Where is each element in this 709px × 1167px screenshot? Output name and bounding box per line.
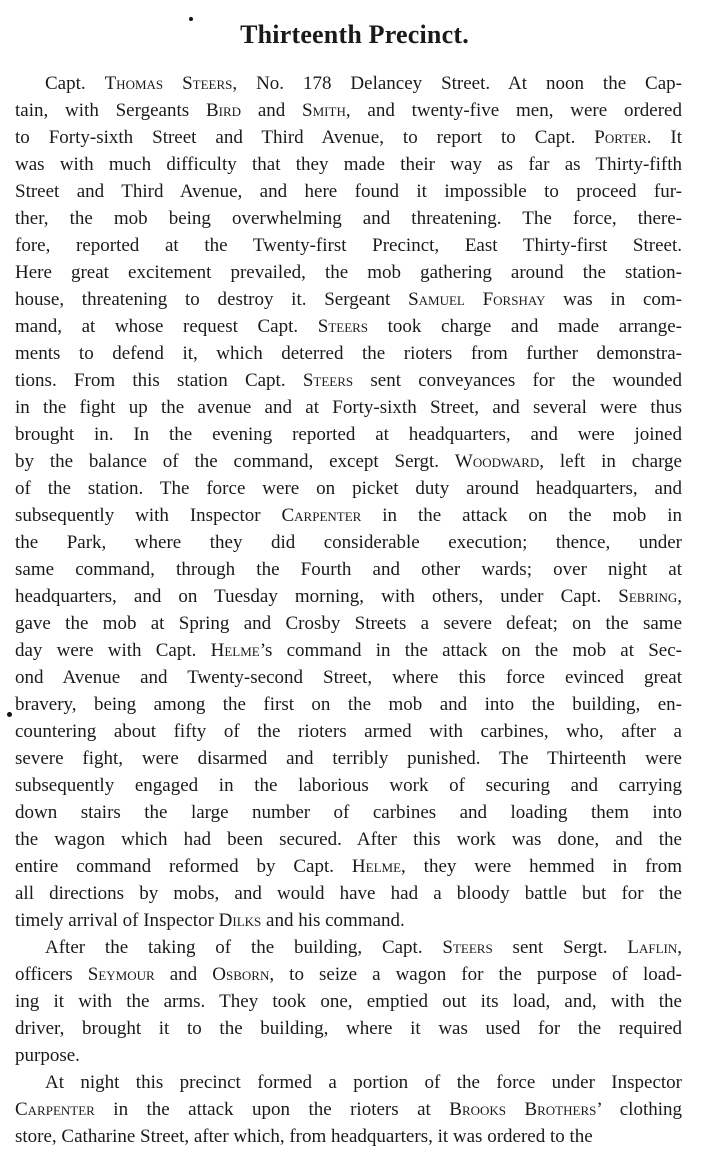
proper-name: Steers: [317, 316, 369, 337]
proper-name: Bird: [205, 100, 242, 121]
text-line: [15, 421, 682, 448]
proper-name: Woodward: [454, 451, 540, 472]
proper-name: Carpenter: [15, 1099, 95, 1120]
text-run: mand, at whose request Capt.: [15, 316, 318, 337]
proper-name: Osborn: [212, 964, 270, 985]
text-run: ’s command in the attack on the mob at Sec-: [259, 640, 682, 661]
text-line: [15, 853, 682, 880]
text-run: house, threatening to destroy it. Sergeant: [15, 289, 409, 310]
text-line: [15, 718, 682, 745]
text-line: [15, 772, 682, 799]
text-run: of the station. The force were on picket duty around headquarters, and: [15, 478, 682, 499]
text-line: [15, 556, 682, 583]
text-run: driver, brought it to the building, where it was used for the required: [15, 1018, 682, 1039]
text-run: , and twenty-five men, were ordered: [345, 100, 682, 121]
text-run: ,: [677, 586, 682, 607]
text-run: in the fight up the avenue and at Forty-sixth Street, and several were thus: [15, 397, 682, 418]
text-run: and: [241, 100, 303, 121]
text-run: ments to defend it, which deterred the rioters from further demonstra-: [15, 343, 682, 364]
text-line: [15, 313, 682, 340]
text-line: [15, 340, 682, 367]
text-run: store, Catharine Street, after which, from headquarters, it was ordered to the: [15, 1126, 593, 1147]
body-text: [15, 70, 682, 1150]
text-run: sent Sergt.: [492, 937, 628, 958]
proper-name: Seymour: [87, 964, 155, 985]
text-line: [15, 610, 682, 637]
text-line: [15, 70, 682, 97]
text-run: At night this precinct formed a portion of the force under Inspector: [45, 1072, 682, 1093]
text-line: [15, 529, 682, 556]
text-run: same command, through the Fourth and other wards; over night at: [15, 559, 682, 580]
text-run: Capt.: [45, 73, 105, 94]
text-line: [15, 637, 682, 664]
text-line: [15, 1042, 682, 1069]
text-run: brought in. In the evening reported at headquarters, and were joined: [15, 424, 682, 445]
proper-name: Sebring: [618, 586, 678, 607]
text-line: [15, 664, 682, 691]
text-run: ’ clothing: [596, 1099, 682, 1120]
proper-name: Smith: [302, 100, 346, 121]
text-line: [15, 907, 682, 934]
proper-name: Brooks Brothers: [449, 1099, 597, 1120]
text-run: purpose.: [15, 1045, 80, 1066]
print-speck: [7, 712, 12, 717]
text-run: severe fight, were disarmed and terribly punished. The Thirteenth were: [15, 748, 682, 769]
text-line: [15, 151, 682, 178]
text-line: [15, 1015, 682, 1042]
text-run: , to seize a wagon for the purpose of load-: [269, 964, 682, 985]
text-line: [15, 286, 682, 313]
text-line: [15, 448, 682, 475]
text-line: [15, 1123, 682, 1150]
text-line: [15, 934, 682, 961]
text-line: [15, 124, 682, 151]
text-run: by the balance of the command, except Sergt.: [15, 451, 455, 472]
text-run: headquarters, and on Tuesday morning, with others, under Capt.: [15, 586, 619, 607]
text-run: timely arrival of Inspector: [15, 910, 219, 931]
text-line: [15, 826, 682, 853]
text-line: [15, 880, 682, 907]
text-run: down stairs the large number of carbines and loading them into: [15, 802, 682, 823]
text-run: subsequently with Inspector: [15, 505, 282, 526]
text-run: ,: [677, 937, 682, 958]
text-run: the Park, where they did considerable execution; thence, under: [15, 532, 682, 553]
text-run: Here great excitement prevailed, the mob gathering around the station-: [15, 262, 682, 283]
text-line: [15, 1069, 682, 1096]
proper-name: Samuel Forshay: [408, 289, 546, 310]
text-run: , they were hemmed in from: [401, 856, 682, 877]
text-run: , left in charge: [539, 451, 682, 472]
text-line: [15, 259, 682, 286]
text-run: and: [154, 964, 213, 985]
text-line: [15, 799, 682, 826]
text-run: countering about fifty of the rioters armed with carbines, who, after a: [15, 721, 682, 742]
text-run: all directions by mobs, and would have had a bloody battle but for the: [15, 883, 682, 904]
text-line: [15, 97, 682, 124]
proper-name: Helme: [210, 640, 260, 661]
text-run: tain, with Sergeants: [15, 100, 206, 121]
proper-name: Porter: [594, 127, 647, 148]
text-line: [15, 178, 682, 205]
text-line: [15, 583, 682, 610]
text-run: was with much difficulty that they made their way as far as Thirty-fifth: [15, 154, 682, 175]
text-run: ther, the mob being overwhelming and threatening. The force, there-: [15, 208, 682, 229]
text-run: day were with Capt.: [15, 640, 211, 661]
text-run: subsequently engaged in the laborious work of securing and carrying: [15, 775, 682, 796]
text-line: [15, 475, 682, 502]
text-run: After the taking of the building, Capt.: [45, 937, 443, 958]
text-run: . It: [646, 127, 682, 148]
text-line: [15, 232, 682, 259]
text-line: [15, 502, 682, 529]
text-run: sent conveyances for the wounded: [353, 370, 683, 391]
text-line: [15, 367, 682, 394]
text-line: [15, 745, 682, 772]
text-run: Street and Third Avenue, and here found it impossible to proceed fur-: [15, 181, 682, 202]
print-speck: [189, 17, 193, 21]
text-run: tions. From this station Capt.: [15, 370, 303, 391]
text-line: [15, 394, 682, 421]
text-run: to Forty-sixth Street and Third Avenue, to report to Capt.: [15, 127, 595, 148]
text-line: [15, 691, 682, 718]
text-run: ond Avenue and Twenty-second Street, where this force evinced great: [15, 667, 682, 688]
text-run: gave the mob at Spring and Crosby Streets a severe defeat; on the same: [15, 613, 682, 634]
proper-name: Dilks: [218, 910, 262, 931]
text-run: the wagon which had been secured. After this work was done, and the: [15, 829, 682, 850]
text-run: in the attack upon the rioters at: [94, 1099, 450, 1120]
text-run: officers: [15, 964, 88, 985]
proper-name: Steers: [302, 370, 354, 391]
text-run: and his command.: [261, 910, 405, 931]
page-title: Thirteenth Precinct.: [240, 20, 469, 49]
text-line: [15, 1096, 682, 1123]
text-run: bravery, being among the first on the mob and into the building, en-: [15, 694, 682, 715]
text-run: fore, reported at the Twenty-first Precinct, East Thirty-first Street.: [15, 235, 682, 256]
text-run: , No. 178 Delancey Street. At noon the Cap-: [232, 73, 682, 94]
text-run: took charge and made arrange-: [368, 316, 682, 337]
text-run: entire command reformed by Capt.: [15, 856, 352, 877]
proper-name: Steers: [442, 937, 493, 958]
proper-name: Thomas Steers: [104, 73, 233, 94]
text-run: in the attack on the mob in: [361, 505, 683, 526]
proper-name: Carpenter: [281, 505, 362, 526]
text-line: [15, 205, 682, 232]
proper-name: Helme: [351, 856, 402, 877]
proper-name: Laflin: [627, 937, 678, 958]
text-run: was in com-: [545, 289, 682, 310]
text-line: [15, 988, 682, 1015]
text-line: [15, 961, 682, 988]
text-run: ing it with the arms. They took one, emptied out its load, and, with the: [15, 991, 682, 1012]
